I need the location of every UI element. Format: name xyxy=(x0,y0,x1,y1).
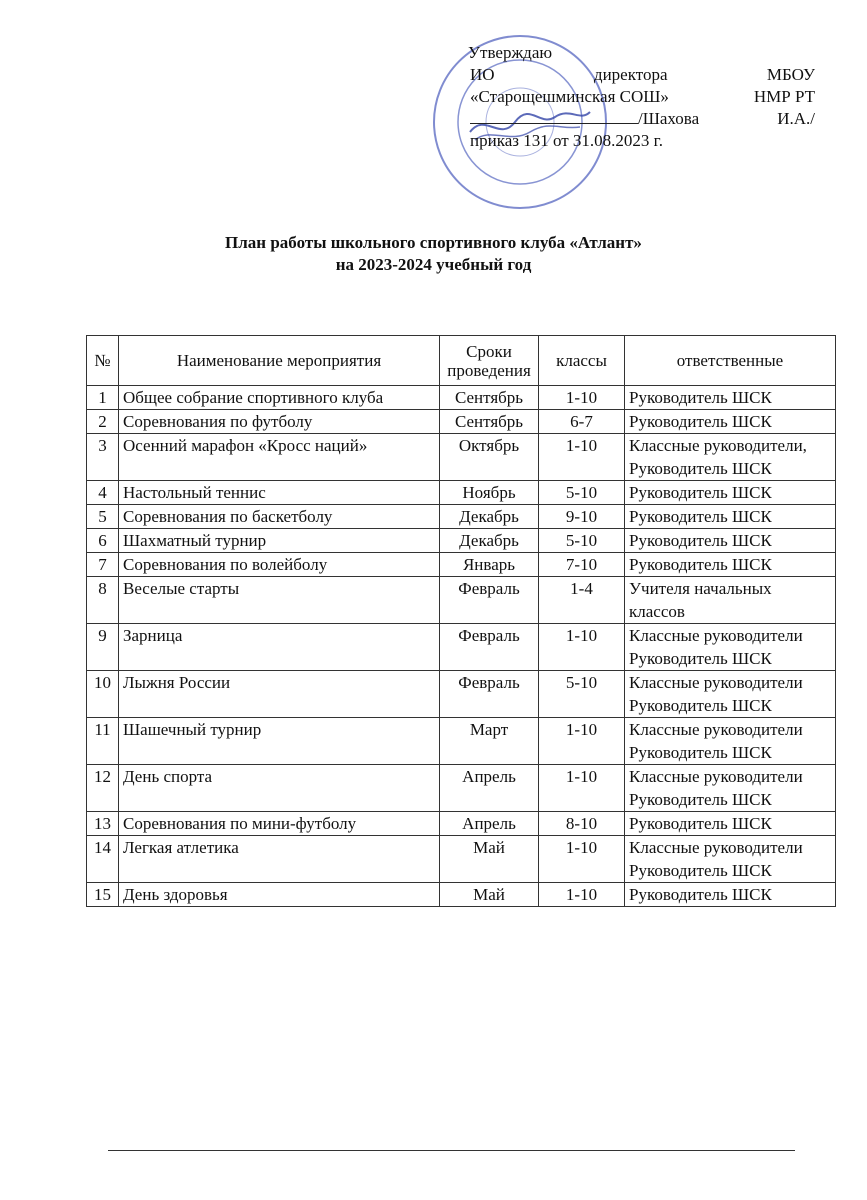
approval-position xyxy=(440,64,815,86)
cell-dates: Март xyxy=(440,718,539,765)
cell-dates: Октябрь xyxy=(440,434,539,481)
cell-dates: Февраль xyxy=(440,624,539,671)
table-row xyxy=(87,481,836,505)
cell-event: День здоровья xyxy=(119,883,440,907)
approval-text: НМР xyxy=(753,87,791,106)
cell-responsible: Классные руководители Руководитель ШСК xyxy=(625,671,836,718)
cell-number: 5 xyxy=(87,505,119,529)
approval-text: «Старощешминская СОШ» xyxy=(470,87,669,106)
cell-number: 10 xyxy=(87,671,119,718)
cell-grades: 5-10 xyxy=(539,671,625,718)
cell-number: 9 xyxy=(87,624,119,671)
approval-signature xyxy=(440,108,815,130)
cell-number: 6 xyxy=(87,529,119,553)
cell-responsible: Руководитель ШСК xyxy=(625,386,836,410)
cell-number: 12 xyxy=(87,765,119,812)
cell-dates: Январь xyxy=(440,553,539,577)
cell-responsible: Руководитель ШСК xyxy=(625,505,836,529)
cell-dates: Май xyxy=(440,836,539,883)
approval-text: /Шахова xyxy=(638,109,700,128)
cell-event: Соревнования по футболу xyxy=(119,410,440,434)
cell-dates: Ноябрь xyxy=(440,481,539,505)
footer-line xyxy=(108,1150,795,1151)
table-header-row xyxy=(87,336,836,386)
cell-event: Осенний марафон «Кросс наций» xyxy=(119,434,440,481)
cell-number: 8 xyxy=(87,577,119,624)
table-row xyxy=(87,812,836,836)
header-event: Наименование мероприятия xyxy=(119,336,440,386)
approval-text: И.А./ xyxy=(777,109,815,128)
cell-grades: 7-10 xyxy=(539,553,625,577)
cell-responsible: Руководитель ШСК xyxy=(625,553,836,577)
cell-event: Шахматный турнир xyxy=(119,529,440,553)
events-table xyxy=(86,335,836,907)
cell-number: 15 xyxy=(87,883,119,907)
cell-number: 13 xyxy=(87,812,119,836)
table-row xyxy=(87,386,836,410)
document-title xyxy=(0,232,867,276)
cell-number: 2 xyxy=(87,410,119,434)
cell-responsible: Классные руководители Руководитель ШСК xyxy=(625,718,836,765)
cell-grades: 1-10 xyxy=(539,836,625,883)
signature-line xyxy=(470,109,638,124)
approval-order: приказ 131 от 31.08.2023 г. xyxy=(470,131,663,150)
cell-dates: Декабрь xyxy=(440,505,539,529)
cell-grades: 5-10 xyxy=(539,529,625,553)
approval-text: РТ xyxy=(794,87,815,106)
table-row xyxy=(87,553,836,577)
cell-grades: 8-10 xyxy=(539,812,625,836)
table-row xyxy=(87,529,836,553)
cell-grades: 5-10 xyxy=(539,481,625,505)
cell-event: Настольный теннис xyxy=(119,481,440,505)
cell-dates: Февраль xyxy=(440,671,539,718)
cell-dates: Апрель xyxy=(440,812,539,836)
cell-responsible: Руководитель ШСК xyxy=(625,529,836,553)
approval-text: директора xyxy=(593,65,668,84)
table-row xyxy=(87,765,836,812)
cell-number: 3 xyxy=(87,434,119,481)
cell-responsible: Руководитель ШСК xyxy=(625,883,836,907)
approval-block xyxy=(440,42,815,152)
cell-grades: 1-10 xyxy=(539,718,625,765)
cell-responsible: Руководитель ШСК xyxy=(625,481,836,505)
cell-responsible: Классные руководители Руководитель ШСК xyxy=(625,836,836,883)
cell-number: 1 xyxy=(87,386,119,410)
cell-dates: Май xyxy=(440,883,539,907)
cell-event: Соревнования по мини-футболу xyxy=(119,812,440,836)
cell-responsible: Руководитель ШСК xyxy=(625,410,836,434)
table-row xyxy=(87,410,836,434)
cell-grades: 6-7 xyxy=(539,410,625,434)
cell-number: 14 xyxy=(87,836,119,883)
cell-responsible: Учителя начальных классов xyxy=(625,577,836,624)
header-dates: Сроки проведения xyxy=(440,336,539,386)
cell-grades: 1-10 xyxy=(539,434,625,481)
cell-event: Шашечный турнир xyxy=(119,718,440,765)
cell-dates: Декабрь xyxy=(440,529,539,553)
cell-event: Легкая атлетика xyxy=(119,836,440,883)
cell-grades: 1-4 xyxy=(539,577,625,624)
cell-event: Веселые старты xyxy=(119,577,440,624)
cell-number: 4 xyxy=(87,481,119,505)
cell-event: Соревнования по волейболу xyxy=(119,553,440,577)
cell-event: Соревнования по баскетболу xyxy=(119,505,440,529)
cell-responsible: Классные руководители Руководитель ШСК xyxy=(625,624,836,671)
table-row xyxy=(87,718,836,765)
header-responsible: ответственные xyxy=(625,336,836,386)
table-row xyxy=(87,577,836,624)
cell-grades: 9-10 xyxy=(539,505,625,529)
table-row xyxy=(87,434,836,481)
cell-dates: Сентябрь xyxy=(440,386,539,410)
cell-number: 7 xyxy=(87,553,119,577)
table-row xyxy=(87,624,836,671)
cell-event: День спорта xyxy=(119,765,440,812)
title-line: на 2023-2024 учебный год xyxy=(335,255,532,274)
approval-school xyxy=(440,86,815,108)
header-grades: классы xyxy=(539,336,625,386)
cell-dates: Апрель xyxy=(440,765,539,812)
cell-dates: Февраль xyxy=(440,577,539,624)
cell-event: Общее собрание спортивного клуба xyxy=(119,386,440,410)
cell-grades: 1-10 xyxy=(539,386,625,410)
cell-grades: 1-10 xyxy=(539,765,625,812)
cell-responsible: Классные руководители Руководитель ШСК xyxy=(625,765,836,812)
table-row xyxy=(87,671,836,718)
approval-heading: Утверждаю xyxy=(468,43,553,62)
header-number: № xyxy=(87,336,119,386)
cell-event: Лыжня России xyxy=(119,671,440,718)
table-row xyxy=(87,505,836,529)
approval-text: ИО xyxy=(470,65,495,84)
approval-text: МБОУ xyxy=(766,65,815,84)
table-row xyxy=(87,836,836,883)
cell-responsible: Руководитель ШСК xyxy=(625,812,836,836)
cell-event: Зарница xyxy=(119,624,440,671)
cell-grades: 1-10 xyxy=(539,883,625,907)
cell-dates: Сентябрь xyxy=(440,410,539,434)
table-row xyxy=(87,883,836,907)
title-line: План работы школьного спортивного клуба «Атлант» xyxy=(225,233,642,252)
cell-number: 11 xyxy=(87,718,119,765)
cell-responsible: Классные руководители, Руководитель ШСК xyxy=(625,434,836,481)
cell-grades: 1-10 xyxy=(539,624,625,671)
